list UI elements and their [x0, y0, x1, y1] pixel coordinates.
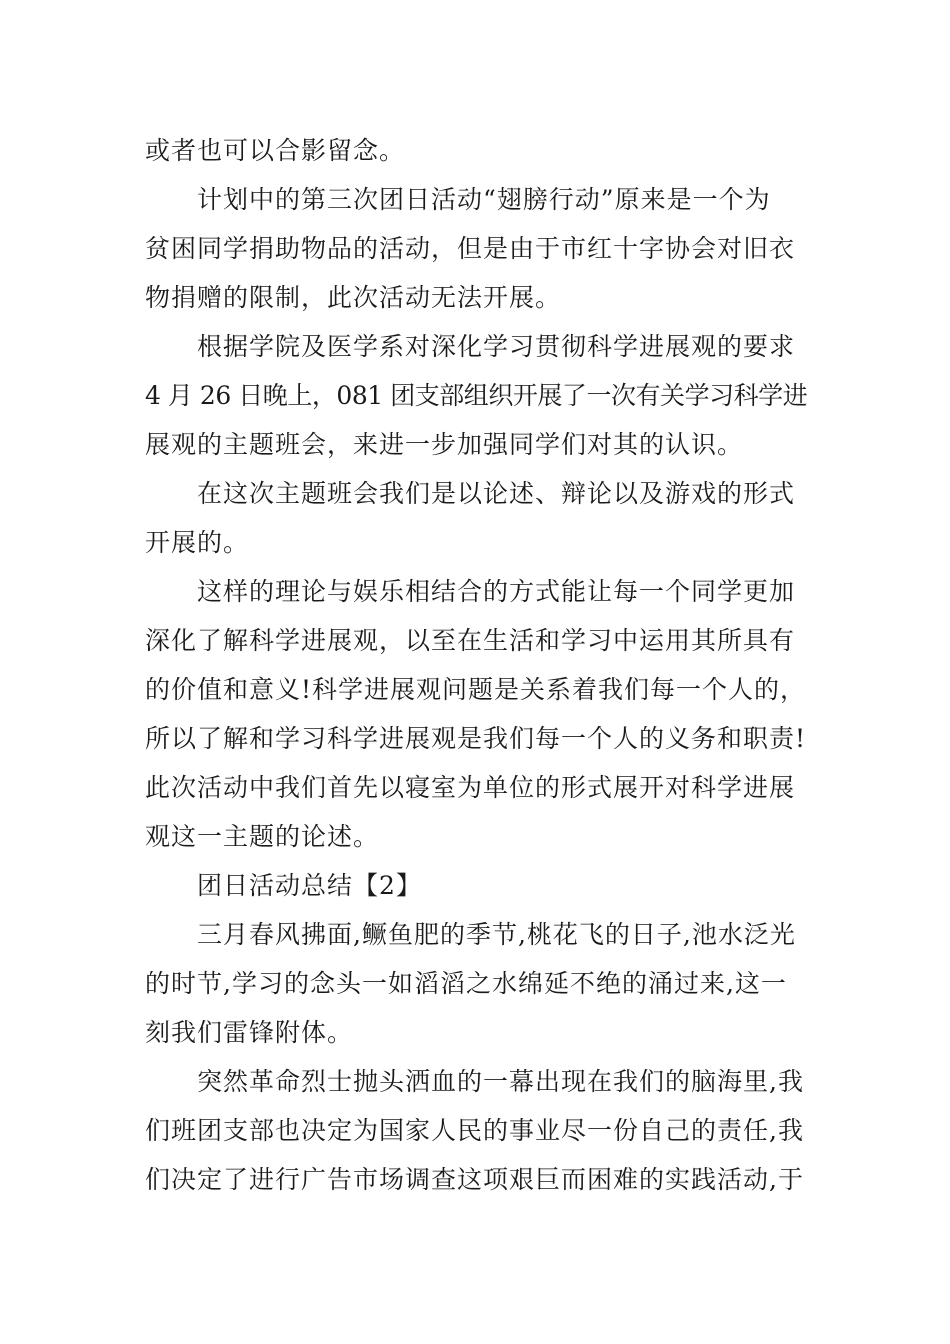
text-line: 此次活动中我们首先以寝室为单位的形式展开对科学进展 [145, 773, 796, 802]
text-line: 三月春风拂面,鳜鱼肥的季节,桃花飞的日子,池水泛光 [197, 920, 796, 949]
text-line: 们决定了进行广告市场调查这项艰巨而困难的实践活动,于 [145, 1165, 804, 1194]
text-line: 的价值和意义!科学进展观问题是关系着我们每一个人的， [145, 675, 807, 704]
text-line: 或者也可以合影留念。 [145, 136, 406, 165]
text-line: 贫困同学捐助物品的活动，但是由于市红十字协会对旧衣 [145, 234, 796, 263]
text-line: 展观的主题班会，来进一步加强同学们对其的认识。 [145, 430, 744, 459]
text-line: 计划中的第三次团日活动“翅膀行动”原来是一个为 [197, 185, 771, 214]
text-line: 根据学院及医学系对深化学习贯彻科学进展观的要求 [197, 332, 796, 361]
text-line: 突然革命烈士抛头洒血的一幕出现在我们的脑海里,我 [197, 1067, 804, 1096]
text-line: 们班团支部也决定为国家人民的事业尽一份自己的责任,我 [145, 1116, 804, 1145]
text-line: 这样的理论与娱乐相结合的方式能让每一个同学更加 [197, 577, 796, 606]
text-line: 所以了解和学习科学进展观是我们每一个人的义务和职责! [145, 724, 807, 753]
text-line: 观这一主题的论述。 [145, 822, 380, 851]
text-line: 物捐赠的限制，此次活动无法开展。 [145, 283, 562, 312]
document-body [145, 126, 807, 1204]
text-line: 在这次主题班会我们是以论述、辩论以及游戏的形式 [197, 479, 796, 508]
text-line: 4 月 26 日晚上，081 团支部组织开展了一次有关学习科学进 [145, 381, 808, 410]
text-line: 开展的。 [145, 528, 250, 557]
text-line: 团日活动总结【2】 [197, 871, 422, 900]
text-line: 深化了解科学进展观，以至在生活和学习中运用其所具有 [145, 626, 796, 655]
text-line: 的时节,学习的念头一如滔滔之水绵延不绝的涌过来,这一 [145, 969, 787, 998]
text-line: 刻我们雷锋附体。 [145, 1018, 354, 1047]
